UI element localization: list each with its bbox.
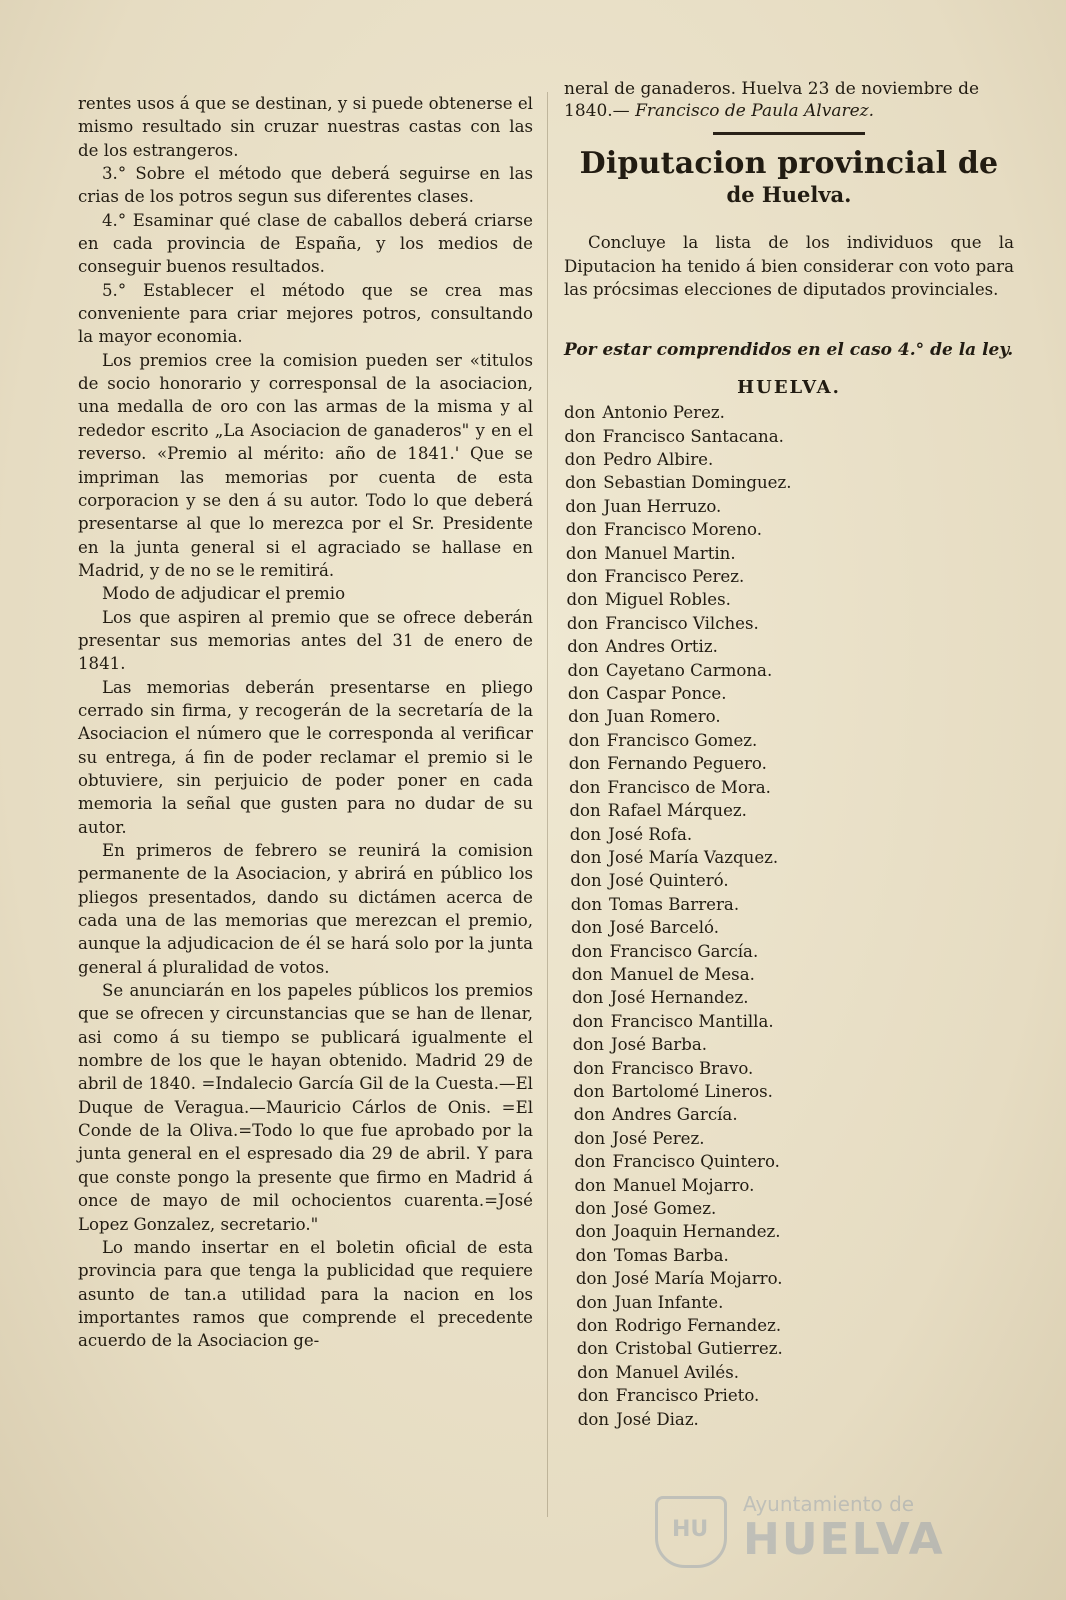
don-prefix: don (564, 450, 596, 469)
don-prefix: don (577, 1362, 609, 1382)
person-name: Francisco Gomez. (606, 730, 758, 750)
person-name: Cristobal Gutierrez. (615, 1339, 783, 1359)
person-name: Manuel Martin. (604, 543, 736, 563)
list-item (564, 425, 1014, 448)
don-prefix: don (564, 426, 596, 446)
column-divider (547, 92, 548, 1517)
list-item (564, 448, 1014, 471)
city-logo-icon (655, 1496, 727, 1568)
right-column (564, 78, 1014, 1431)
don-prefix: don (571, 964, 603, 984)
voter-list (564, 401, 1014, 1431)
don-prefix: don (573, 1081, 605, 1101)
list-item (564, 635, 1014, 658)
watermark-small-text: Ayuntamiento de (743, 1492, 915, 1516)
don-prefix: don (576, 1316, 608, 1336)
article-paragraph: En primeros de febrero se reunirá la comision permanente de la Asociacion, y abrirá en público los pliegos presentados, dando su dictámen acerca de cada una de las memorias que merezcan el premio, aunque la adjudicacion de él se hará solo por la junta general á pluralidad de votos. (78, 841, 533, 977)
person-name: Miguel Robles. (604, 590, 731, 610)
don-prefix: don (567, 637, 599, 657)
don-prefix: don (575, 1245, 607, 1265)
person-name: Manuel Avilés. (615, 1362, 739, 1382)
don-prefix: don (572, 1035, 604, 1055)
list-item (564, 869, 1014, 892)
list-item (564, 823, 1014, 846)
don-prefix: don (576, 1339, 609, 1359)
list-item (564, 1174, 1014, 1197)
person-name: José Diaz. (616, 1409, 699, 1429)
person-name: Caspar Ponce. (606, 684, 727, 704)
watermark-big-text: HUELVA (743, 1514, 945, 1565)
list-item (564, 752, 1014, 775)
don-prefix: don (566, 590, 598, 610)
person-name: Francisco Prieto. (615, 1386, 760, 1406)
list-item (564, 1103, 1014, 1126)
don-prefix: don (565, 543, 598, 563)
article-paragraph: Las memorias deberán presentarse en pliego cerrado sin firma, y recogerán de la secretaría de la Asociacion el número que le corresponda al verificar su entrega, á fin de poder reclamar el premio si le obtuviere, sin perjuicio de poder poner en cada memoria la señal que gusten para no dudar de su autor. (78, 677, 533, 837)
don-prefix: don (566, 567, 598, 587)
list-item (564, 776, 1014, 799)
person-name: Bartolomé Lineros. (611, 1081, 773, 1101)
section-heading: Diputacion provincial de (579, 146, 999, 181)
don-prefix: don (572, 1058, 605, 1078)
list-item (564, 565, 1014, 588)
don-prefix: don (575, 1222, 607, 1242)
list-item (564, 588, 1014, 611)
list-item (564, 1361, 1014, 1384)
don-prefix: don (571, 941, 603, 961)
list-item (564, 1010, 1014, 1033)
watermark (655, 1490, 985, 1565)
don-prefix: don (566, 613, 599, 633)
don-prefix: don (574, 1199, 607, 1218)
person-name: Manuel de Mesa. (609, 964, 755, 984)
intro-paragraph: Concluye la lista de los individuos que la Diputacion ha tenido á bien considerar con voto para las prócsimas elecciones de diputados provinciales. (564, 233, 1014, 300)
person-name: José Barceló. (609, 918, 720, 938)
list-item (564, 1197, 1014, 1220)
list-item (564, 940, 1014, 963)
case-heading: Por estar comprendidos en el caso 4.° de la ley. (564, 339, 1014, 360)
don-prefix: don (569, 801, 601, 821)
list-item (564, 799, 1014, 822)
person-name: Rafael Márquez. (607, 801, 747, 821)
list-item (564, 916, 1014, 939)
list-item (564, 705, 1014, 728)
don-prefix: don (576, 1292, 608, 1312)
person-name: Tomas Barrera. (609, 894, 740, 914)
person-name: Andres Ortiz. (605, 637, 718, 657)
don-prefix: don (571, 918, 603, 938)
person-name: Francisco Perez. (604, 567, 745, 587)
person-name: Pedro Albire. (602, 450, 714, 469)
person-name: Sebastian Dominguez. (603, 473, 792, 493)
list-item (564, 682, 1014, 705)
article-paragraph: rentes usos á que se destinan, y si puede obtenerse el mismo resultado sin cruzar nuestras castas con las de los estrangeros. (78, 94, 533, 160)
logo-letters: HU (672, 1517, 709, 1542)
don-prefix: don (565, 496, 597, 516)
section-rule (713, 132, 865, 135)
list-item (564, 1291, 1014, 1314)
don-prefix: don (570, 871, 602, 891)
list-item (564, 1244, 1014, 1267)
list-item (564, 1127, 1014, 1150)
person-name: Juan Infante. (614, 1292, 724, 1312)
list-item (564, 1220, 1014, 1243)
list-item (564, 846, 1014, 869)
article-paragraph: Los que aspiren al premio que se ofrece deberán presentar sus memorias antes del 31 de enero de 1841. (78, 607, 533, 674)
don-prefix: don (575, 1269, 608, 1289)
list-item (564, 659, 1014, 682)
don-prefix: don (568, 730, 600, 750)
person-name: José Quinteró. (608, 871, 729, 891)
list-item (564, 612, 1014, 635)
person-name: Francisco de Mora. (607, 777, 771, 797)
person-name: Juan Herruzo. (603, 496, 722, 516)
person-name: Cayetano Carmona. (605, 660, 773, 680)
person-name: Francisco Mantilla. (610, 1011, 774, 1031)
don-prefix: don (564, 403, 596, 423)
person-name: Juan Romero. (606, 707, 721, 727)
don-prefix: don (567, 660, 599, 680)
person-name: José Gomez. (613, 1199, 717, 1218)
list-item (564, 986, 1014, 1009)
town-heading: HUELVA. (737, 376, 841, 398)
person-name: Tomas Barba. (613, 1245, 729, 1265)
list-item (564, 495, 1014, 518)
person-name: José Perez. (612, 1128, 705, 1148)
list-item (564, 1150, 1014, 1173)
don-prefix: don (570, 894, 603, 914)
don-prefix: don (574, 1152, 606, 1172)
person-name: Francisco Quintero. (612, 1152, 780, 1172)
list-item (564, 1057, 1014, 1080)
don-prefix: don (567, 684, 600, 704)
list-item (564, 1337, 1014, 1360)
list-item (564, 518, 1014, 541)
person-name: Francisco Moreno. (603, 520, 763, 540)
person-name: Francisco Bravo. (611, 1058, 754, 1078)
person-name: Fernando Peguero. (607, 754, 767, 774)
don-prefix: don (569, 777, 601, 797)
article-paragraph: 4.° Esaminar qué clase de caballos deberá criarse en cada provincia de España, y los medios de conseguir buenos resultados. (78, 210, 533, 277)
don-prefix: don (572, 988, 604, 1008)
article-paragraph: Modo de adjudicar el premio (102, 584, 346, 604)
article-paragraph: Se anunciarán en los papeles públicos los premios que se ofrecen y circunstancias que se han de llenar, asi como á su tiempo se publicará igualmente el nombre de los que le hayan obtenido. Madrid 29 de abril de 1840. =Indalecio García Gil de la Cuesta.—El Duque de Veragua.—Mauricio Cárlos de Onis. =El Conde de la Oliva.=Todo lo que fue aprobado por la junta general en el espresado dia 29 de abril. Y para que conste pongo la presente que firmo en Madrid á once de mayo de mil ochocientos cuarenta.=José Lopez Gonzalez, secretario." (78, 981, 533, 1234)
person-name: Francisco García. (609, 941, 759, 961)
list-item (564, 729, 1014, 752)
don-prefix: don (577, 1386, 609, 1406)
article-paragraph: Los premios cree la comision pueden ser «titulos de socio honorario y corresponsal de la asociacion, una medalla de oro con las armas de la misma y al rededor escrito „La Asociacion de ganaderos" y en el reverso. «Premio al mérito: año de 1841.' Que se impriman las memorias por cuenta de esta corporacion y se den á su autor. Todo lo que deberá presentarse al que lo merezca por el Sr. Presidente en la junta general si el agraciado se hallase en Madrid, y de no se le remitirá. (78, 350, 533, 580)
person-name: Andres García. (611, 1105, 738, 1125)
list-item (564, 471, 1014, 494)
left-column (78, 92, 533, 1353)
article-paragraph: Lo mando insertar en el boletin oficial de esta provincia para que tenga la publicidad que requiere asunto de tan.a utilidad para la nacion en los importantes ramos que comprende el precedente acuerdo de la Asociacion ge- (78, 1237, 533, 1351)
continued-text (564, 78, 1014, 122)
person-name: Joaquin Hernandez. (613, 1222, 781, 1242)
person-name: José María Vazquez. (608, 847, 779, 867)
don-prefix: don (573, 1105, 605, 1125)
don-prefix: don (570, 847, 602, 867)
list-item (564, 401, 1014, 424)
section-subheading: de Huelva. (726, 182, 852, 207)
person-name: Manuel Mojarro. (612, 1175, 755, 1195)
list-item (564, 542, 1014, 565)
don-prefix: don (574, 1175, 606, 1195)
don-prefix: don (568, 754, 601, 774)
article-paragraph: 3.° Sobre el método que deberá seguirse en las crias de los potros segun sus diferentes clases. (78, 164, 533, 207)
person-name: José Hernandez. (610, 988, 749, 1008)
signature: Francisco de Paula Alvarez. (635, 101, 875, 121)
don-prefix: don (568, 707, 600, 727)
don-prefix: don (577, 1409, 610, 1429)
list-item (564, 1033, 1014, 1056)
list-item (564, 963, 1014, 986)
person-name: Francisco Santacana. (602, 426, 784, 446)
list-item (564, 893, 1014, 916)
article-paragraph: 5.° Establecer el método que se crea mas conveniente para criar mejores potros, consultando la mayor economia. (78, 280, 533, 347)
person-name: Antonio Perez. (602, 403, 725, 423)
list-item (564, 1314, 1014, 1337)
person-name: José María Mojarro. (614, 1269, 783, 1289)
list-item (564, 1384, 1014, 1407)
list-item (564, 1080, 1014, 1103)
list-item (564, 1408, 1014, 1431)
continuation-text: neral de ganaderos. Huelva 23 de noviembre de 1840.— (564, 79, 980, 121)
list-item (564, 1267, 1014, 1290)
person-name: José Rofa. (608, 824, 693, 844)
don-prefix: don (564, 473, 597, 493)
don-prefix: don (569, 824, 602, 844)
don-prefix: don (572, 1011, 604, 1031)
don-prefix: don (565, 520, 597, 540)
person-name: Rodrigo Fernandez. (614, 1316, 782, 1336)
person-name: José Barba. (610, 1035, 707, 1055)
person-name: Francisco Vilches. (605, 613, 759, 633)
don-prefix: don (573, 1128, 606, 1148)
